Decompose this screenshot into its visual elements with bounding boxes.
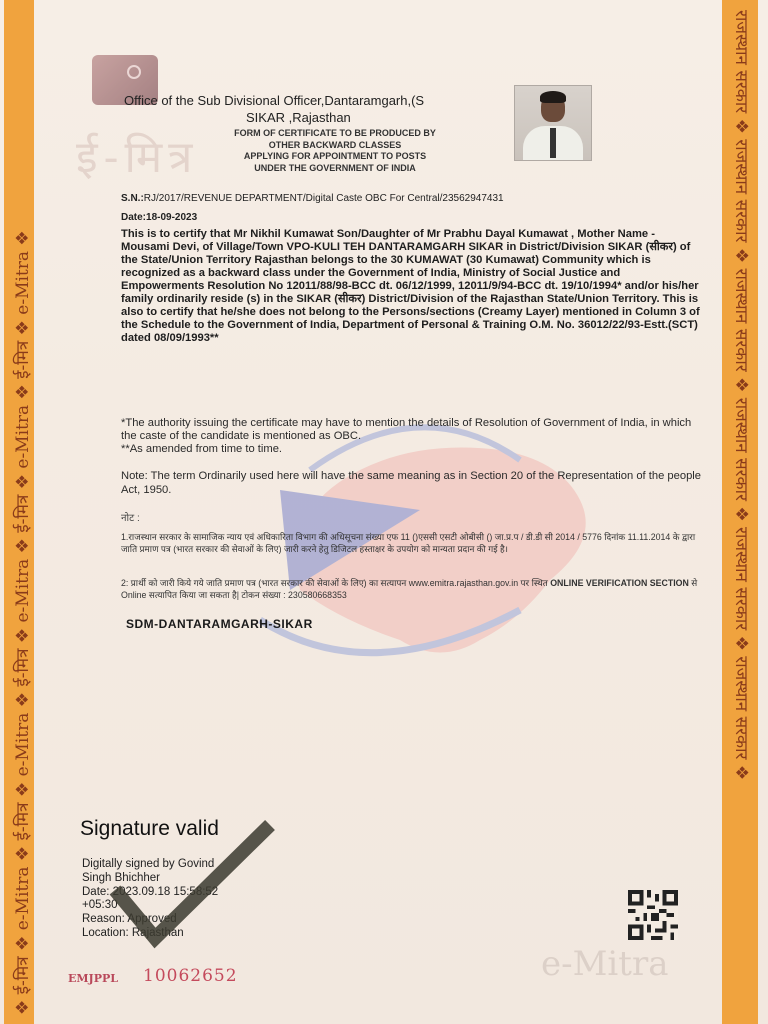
right-border-text: राजस्थान सरकार ❖ राजस्थान सरकार ❖ राजस्थान सरकार ❖ राजस्थान सरकार ❖ राजस्थान सरकार ❖ राजस्थान सरकार ❖ bbox=[731, 10, 751, 781]
emitra-watermark-bottom: e-Mitra bbox=[541, 944, 669, 984]
signature-valid-title: Signature valid bbox=[80, 817, 219, 840]
footnotes bbox=[121, 417, 703, 456]
issuing-authority: SDM-DANTARAMGARH-SIKAR bbox=[126, 617, 313, 631]
serial-number-value: RJ/2017/REVENUE DEPARTMENT/Digital Caste OBC For Central/23562947431 bbox=[143, 193, 504, 204]
qr-code-icon[interactable] bbox=[627, 890, 679, 940]
applicant-photo bbox=[514, 85, 592, 161]
emitra-watermark-top: ई-मित्र bbox=[76, 132, 199, 183]
date-line: Date:18-09-2023 bbox=[121, 212, 198, 223]
signature-details: Digitally signed by Govind Singh Bhichher Date: 2023.09.18 15:58:52 +05:30 Reason: Approved Location: Rajasthan bbox=[82, 858, 219, 939]
footer-code: EMJPPL bbox=[68, 972, 119, 985]
left-border-text: ❖ ई-मित्र ❖ e-Mitra ❖ ई-मित्र ❖ e-Mitra ❖ ई-मित्र ❖ e-Mitra ❖ ई-मित्र ❖ e-Mitra ❖ ई-मित्र ❖ e-Mitra ❖ bbox=[13, 230, 33, 1015]
form-title: FORM OF CERTIFICATE TO BE PRODUCED BY OTHER BACKWARD CLASSES APPLYING FOR APPOINTMENT TO POSTS UNDER THE GOVERNMENT OF INDIA bbox=[234, 128, 436, 173]
left-border-band bbox=[4, 0, 34, 1024]
hindi-note-1: 1.राजस्थान सरकार के सामाजिक न्याय एवं अधिकारिता विभाग की अधिसूचना संख्या एफ 11 ()एससी एसटी ओबीसी () जा.प्र.प / डी.डी सी 2014 / 5776 दिनांक 11.11.2014 के द्वारा जाति प्रमाण पत्र (भारत सरकार की सेवाओं के लिए) जारी करने हेतु डिजिटल हस्ताक्षर के उपयोग को मान्यता प्रदान की गई है। bbox=[121, 532, 696, 554]
serial-number-line: S.N.:RJ/2017/REVENUE DEPARTMENT/Digital Caste OBC For Central/23562947431 bbox=[121, 193, 504, 204]
date-value: 18-09-2023 bbox=[146, 212, 198, 223]
footnote-1: *The authority issuing the certificate may have to mention the details of Resolution of Government of India, in which the caste of the candidate is mentioned as OBC. bbox=[121, 417, 692, 442]
right-border-band bbox=[722, 0, 758, 1024]
footnote-2: **As amended from time to time. bbox=[121, 443, 283, 455]
hindi-note-label: नोट : bbox=[121, 513, 140, 524]
ordinarily-note: Note: The term Ordinarily used here will have the same meaning as in Section 20 of the Representation of the people Act, 1950. bbox=[121, 470, 702, 496]
footer-serial-number: 10062652 bbox=[143, 966, 238, 986]
certification-paragraph: This is to certify that Mr Nikhil Kumawat Son/Daughter of Mr Prabhu Dayal Kumawat , Mother Name - Mousami Devi, of Village/Town VPO-KULI TEH DANTARAMGARH SIKAR in District/Division SIKAR (सीकर) of the State/Union Territory Rajasthan belongs to the 30 KUMAWAT (30 Kumawat) Community which is recognized as a backward class under the Government of India, Ministry of Social Justice and Empowerments Resolution No 12011/88/98-BCC dt. 06/12/1999, 12011/9/94-BCC dt. 19/10/1994* and/or his/her family ordinarily reside (s) in the SIKAR (सीकर) District/Division of the Rajasthan State/Union Territory. This is also to certify that he/she does not belong to the Persons/sections (Creamy Layer) mentioned in Column 3 of the Schedule to the Government of India, Department of Personal & Training O.M. No. 36012/22/93-Estt.(SCT) dated 08/09/1993** bbox=[121, 228, 700, 344]
office-title: Office of the Sub Divisional Officer,Dantaramgarh,(S bbox=[124, 93, 425, 108]
online-verification-link[interactable]: ONLINE VERIFICATION SECTION bbox=[550, 578, 689, 588]
hindi-note-2: 2: प्रार्थी को जारी किये गये जाति प्रमाण पत्र (भारत सरकार की सेवाओं के लिए) का सत्यापन www.emitra.rajasthan.gov.in पर स्थित ONLINE VERIFICATION SECTION से Online सत्यापित किया जा सकता है| टोकन संख्या : 230580668353 bbox=[121, 578, 698, 600]
office-location: SIKAR ,Rajasthan bbox=[246, 110, 351, 125]
signature-check-icon bbox=[100, 820, 280, 950]
